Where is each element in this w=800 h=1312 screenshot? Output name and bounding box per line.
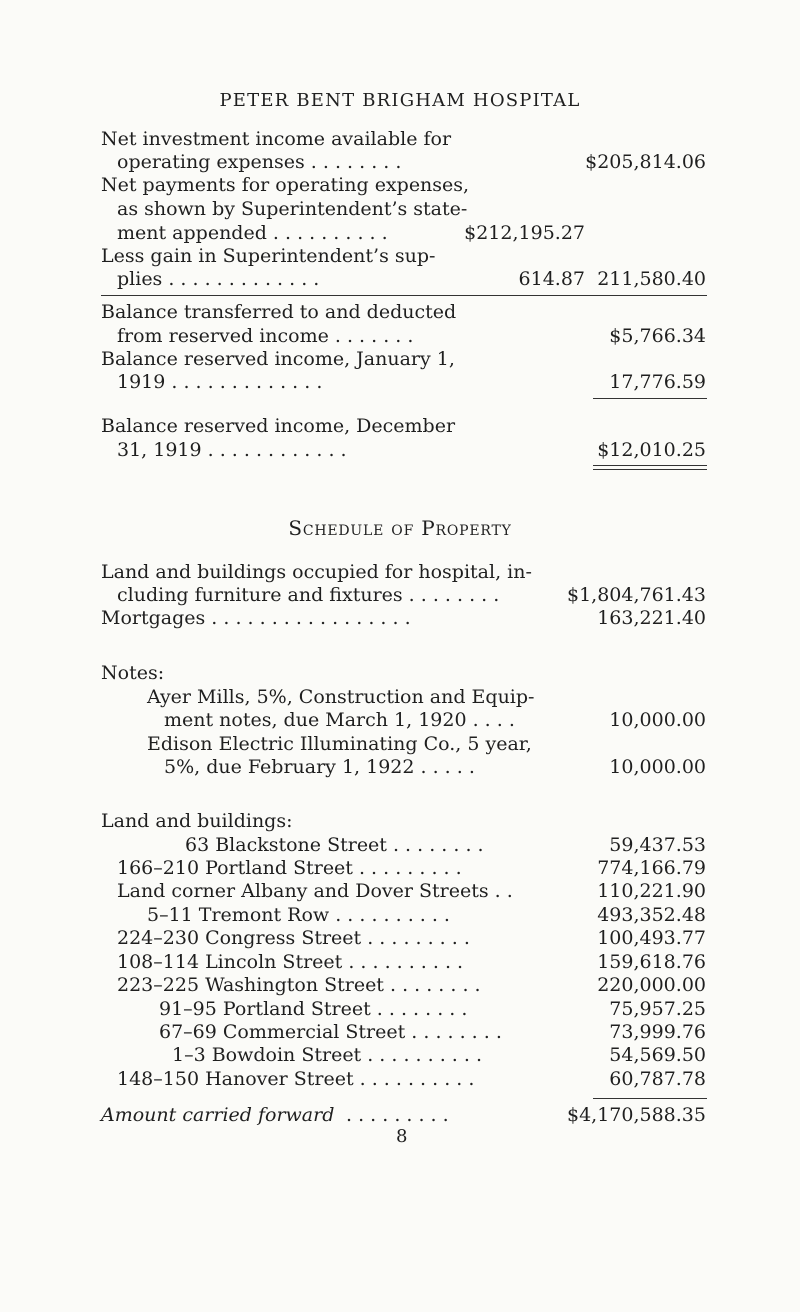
summary-value: 211,580.40 bbox=[597, 268, 706, 290]
note-line: 5%, due February 1, 1922 . . . . . bbox=[164, 756, 475, 778]
land-row-label: 108–114 Lincoln Street . . . . . . . . . . bbox=[117, 951, 464, 973]
summary-line: Less gain in Superintendent’s sup- bbox=[101, 245, 436, 267]
land-row-label: 166–210 Portland Street . . . . . . . . . bbox=[117, 857, 462, 879]
running-header: PETER BENT BRIGHAM HOSPITAL bbox=[219, 90, 581, 111]
horizontal-rule bbox=[593, 1098, 707, 1099]
summary-line: Balance reserved income, January 1, bbox=[101, 348, 455, 370]
horizontal-rule bbox=[593, 398, 707, 399]
note-line: Edison Electric Illuminating Co., 5 year, bbox=[147, 733, 532, 755]
land-row-value: 75,957.25 bbox=[609, 998, 706, 1020]
note-value: 10,000.00 bbox=[609, 709, 706, 731]
note-line: Ayer Mills, 5%, Construction and Equip- bbox=[147, 686, 535, 708]
property-line: Mortgages . . . . . . . . . . . . . . . . . bbox=[101, 607, 411, 629]
land-row-label: 5–11 Tremont Row . . . . . . . . . . bbox=[147, 904, 450, 926]
land-row-value: 60,787.78 bbox=[609, 1068, 706, 1090]
notes-heading: Notes: bbox=[101, 662, 165, 684]
note-line: ment notes, due March 1, 1920 . . . . bbox=[164, 709, 515, 731]
summary-value: $5,766.34 bbox=[609, 325, 706, 347]
land-row-value: 110,221.90 bbox=[597, 880, 706, 902]
summary-line: from reserved income . . . . . . . bbox=[117, 325, 414, 347]
property-line: Land and buildings occupied for hospital, in- bbox=[101, 561, 532, 583]
land-row-value: 774,166.79 bbox=[597, 857, 706, 879]
land-row-value: 159,618.76 bbox=[597, 951, 706, 973]
summary-value: 17,776.59 bbox=[609, 371, 706, 393]
summary-line: plies . . . . . . . . . . . . . bbox=[117, 268, 320, 290]
land-row-label: 224–230 Congress Street . . . . . . . . . bbox=[117, 927, 470, 949]
land-row-value: 54,569.50 bbox=[609, 1044, 706, 1066]
summary-line: 31, 1919 . . . . . . . . . . . . bbox=[117, 439, 347, 461]
land-row-label: 67–69 Commercial Street . . . . . . . . bbox=[159, 1021, 502, 1043]
land-row-label: 1–3 Bowdoin Street . . . . . . . . . . bbox=[172, 1044, 482, 1066]
land-row-value: 100,493.77 bbox=[597, 927, 706, 949]
summary-value: $205,814.06 bbox=[585, 151, 706, 173]
land-row-label: 91–95 Portland Street . . . . . . . . bbox=[159, 998, 468, 1020]
carried-forward-dots: . . . . . . . . . bbox=[346, 1104, 449, 1126]
horizontal-rule bbox=[101, 295, 707, 296]
land-row-value: 73,999.76 bbox=[609, 1021, 706, 1043]
land-row-label: 63 Blackstone Street . . . . . . . . bbox=[185, 834, 484, 856]
summary-value: $212,195.27 bbox=[464, 222, 585, 244]
summary-value: 614.87 bbox=[518, 268, 585, 290]
summary-line: ment appended . . . . . . . . . . bbox=[117, 222, 388, 244]
summary-line: Net investment income available for bbox=[101, 128, 452, 150]
summary-line: 1919 . . . . . . . . . . . . . bbox=[117, 371, 323, 393]
section-title: Schedule of Property bbox=[288, 516, 512, 540]
summary-line: Net payments for operating expenses, bbox=[101, 174, 470, 196]
double-rule bbox=[593, 465, 707, 470]
page-number: 8 bbox=[396, 1126, 408, 1147]
summary-line: Balance transferred to and deducted bbox=[101, 301, 457, 323]
property-value: $1,804,761.43 bbox=[566, 584, 706, 606]
land-row-value: 59,437.53 bbox=[609, 834, 706, 856]
summary-line: as shown by Superintendent’s state- bbox=[117, 198, 468, 220]
land-row-label: 148–150 Hanover Street . . . . . . . . . . bbox=[117, 1068, 475, 1090]
land-row-label: 223–225 Washington Street . . . . . . . . bbox=[117, 974, 481, 996]
land-row-value: 493,352.48 bbox=[597, 904, 706, 926]
carried-forward-label: Amount carried forward bbox=[101, 1104, 335, 1126]
summary-value: $12,010.25 bbox=[597, 439, 706, 461]
land-row-label: Land corner Albany and Dover Streets . . bbox=[117, 880, 513, 902]
summary-line: Balance reserved income, December bbox=[101, 415, 456, 437]
property-value: 163,221.40 bbox=[597, 607, 706, 629]
property-line: cluding furniture and fixtures . . . . . . . . bbox=[117, 584, 500, 606]
summary-line: operating expenses . . . . . . . . bbox=[117, 151, 402, 173]
note-value: 10,000.00 bbox=[609, 756, 706, 778]
carried-forward-value: $4,170,588.35 bbox=[566, 1104, 706, 1126]
land-heading: Land and buildings: bbox=[101, 810, 293, 832]
land-row-value: 220,000.00 bbox=[597, 974, 706, 996]
